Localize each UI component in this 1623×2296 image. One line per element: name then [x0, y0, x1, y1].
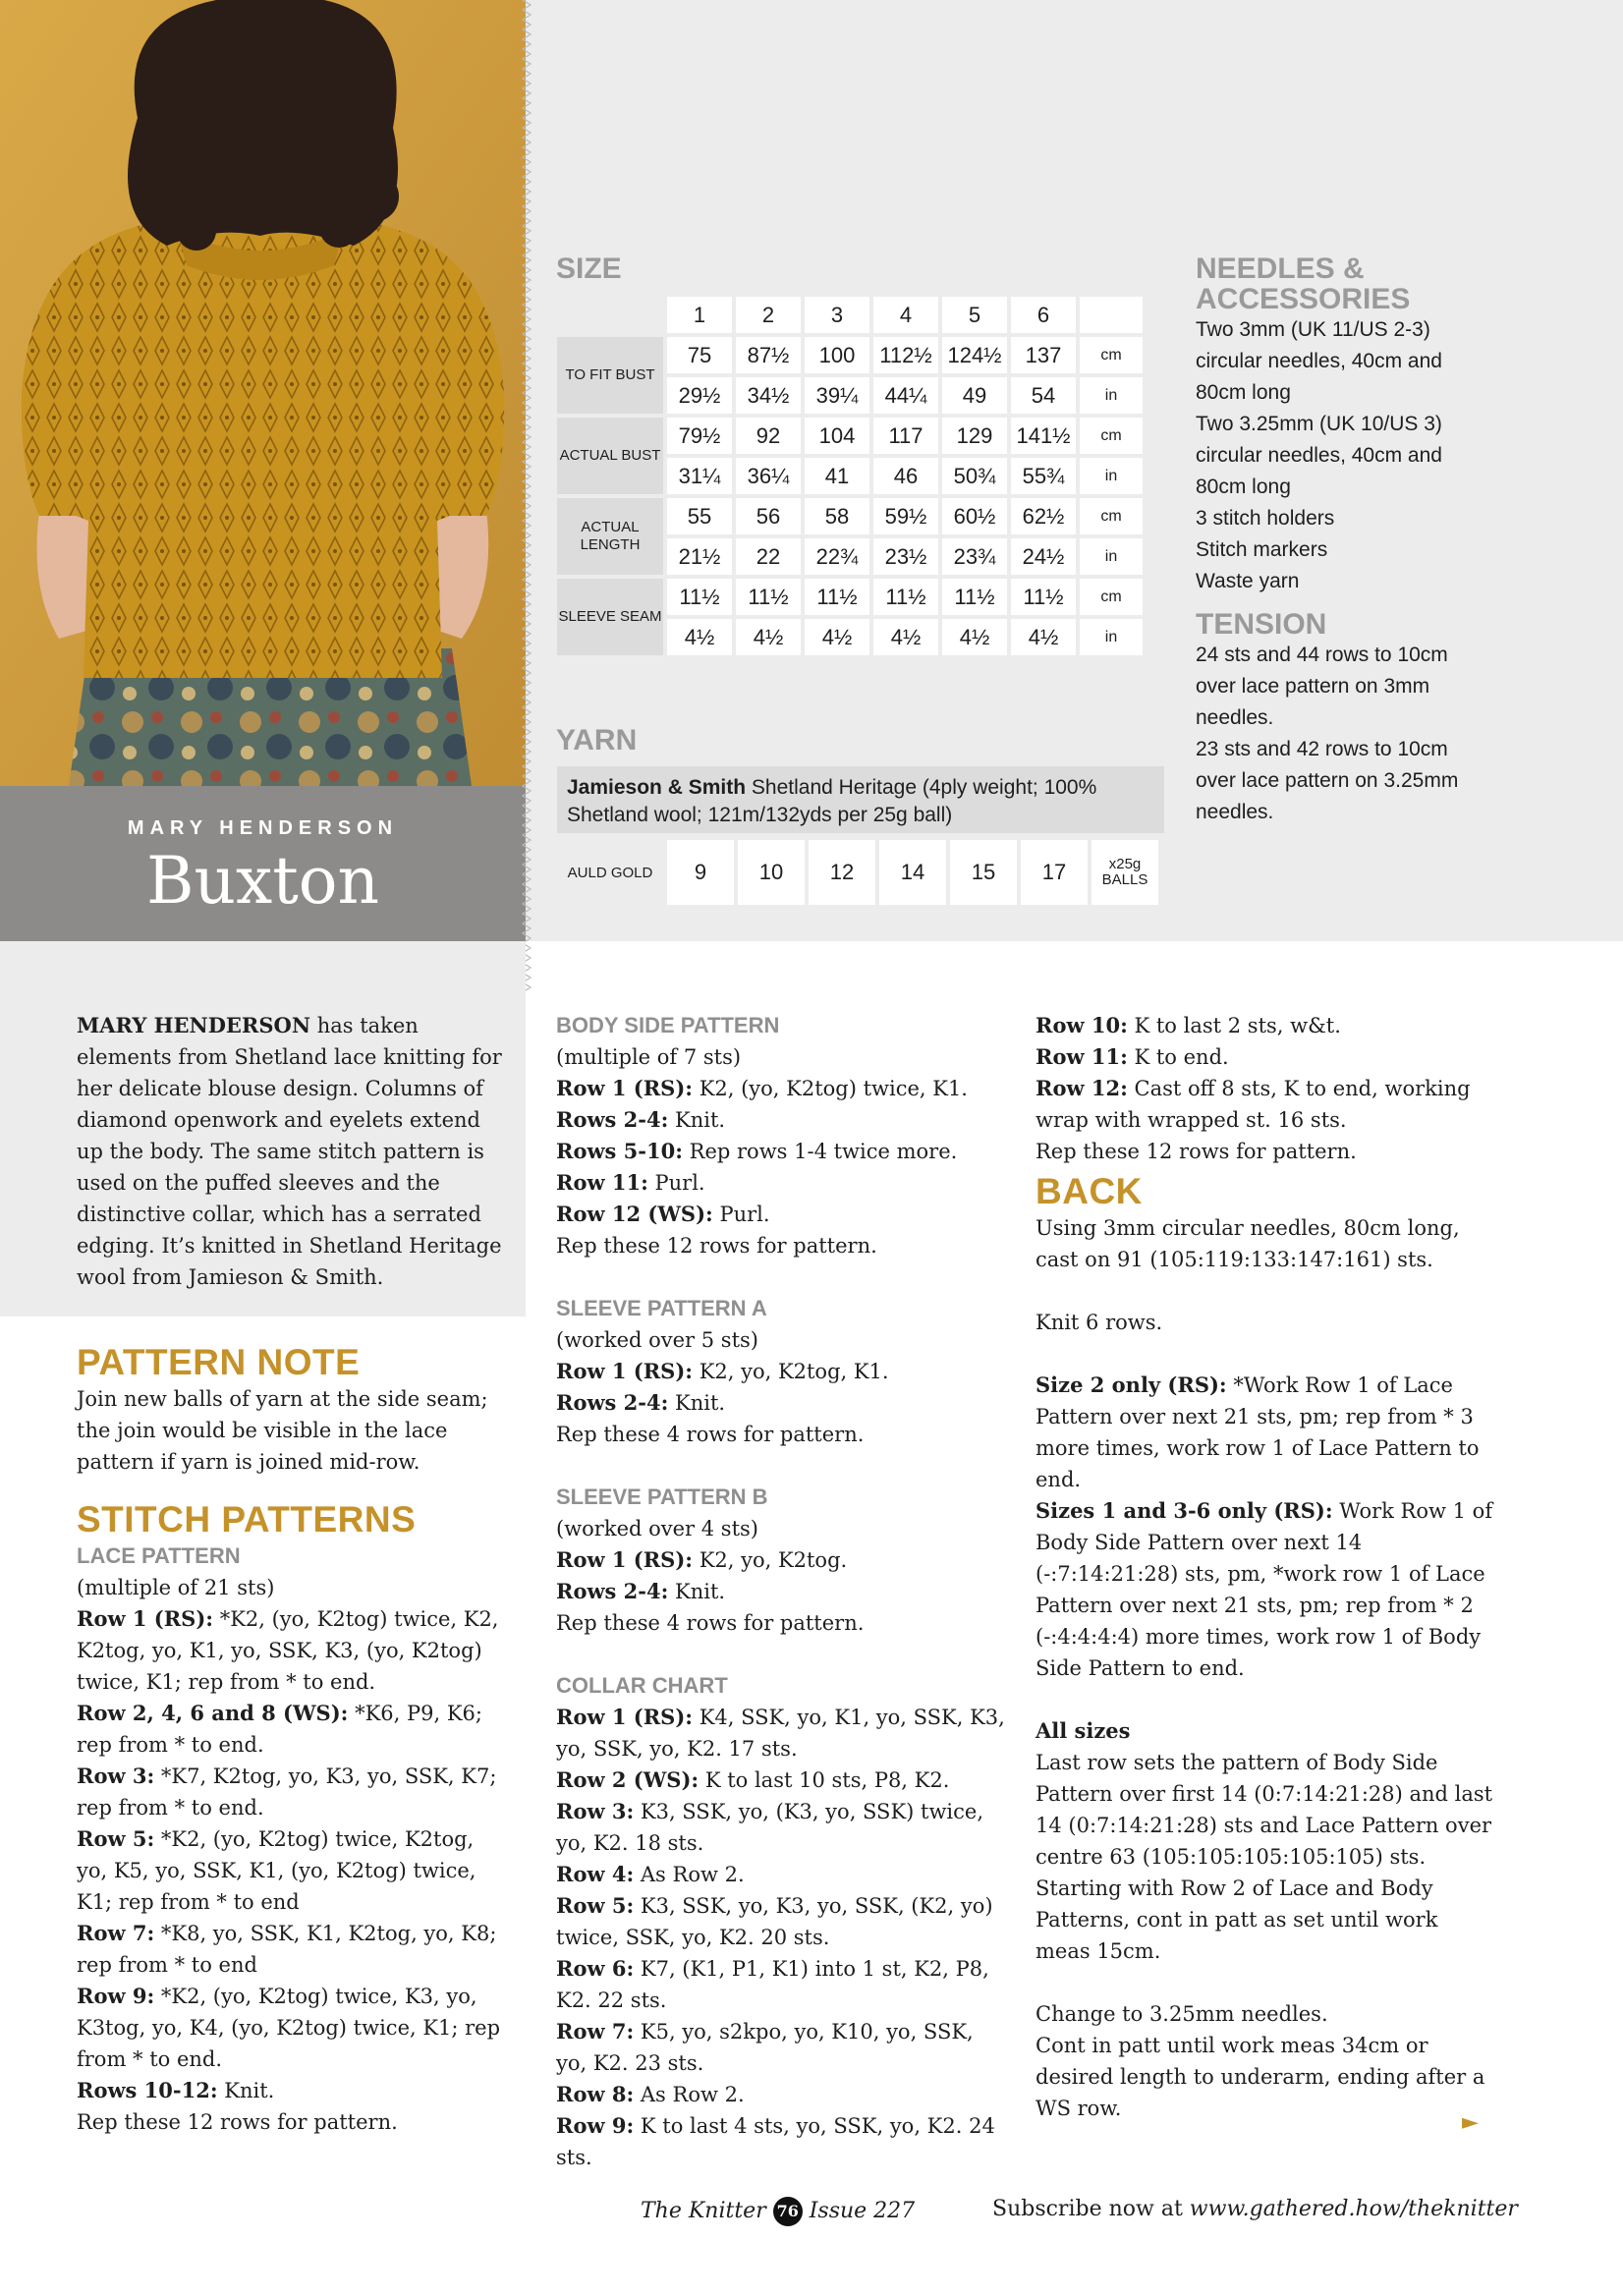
yarn-colour: AULD GOLD — [557, 840, 663, 905]
page-number: 76 — [773, 2197, 803, 2226]
cell: 59½ — [873, 498, 938, 534]
cell: 15 — [950, 840, 1017, 905]
cell: 4½ — [736, 619, 801, 655]
footer-magazine: The Knitter 76 Issue 227 — [641, 2197, 915, 2226]
cell: 17 — [1021, 840, 1088, 905]
table-row — [557, 418, 1143, 454]
stitch-patterns-heading: STITCH PATTERNS — [77, 1499, 417, 1540]
list-item: Row 3: K3, SSK, yo, (K3, yo, SSK) twice, yo, K2. 18 sts. — [556, 1799, 983, 1855]
stitched-edge-decoration — [521, 0, 532, 992]
body-side-heading: BODY SIDE PATTERN — [556, 1013, 780, 1037]
size-col: 3 — [805, 297, 869, 333]
list-item: Row 11: Purl. — [556, 1170, 705, 1195]
list-item: Row 2 (WS): K to last 10 sts, P8, K2. — [556, 1767, 950, 1792]
size-col: 5 — [942, 297, 1007, 333]
list-item: Rows 10-12: Knit. — [77, 2078, 275, 2102]
collar-rep: Rep these 12 rows for pattern. — [1035, 1140, 1357, 1163]
yarn-heading: YARN — [556, 724, 638, 756]
cell: 4½ — [667, 619, 732, 655]
cell: 104 — [805, 418, 869, 454]
cell: 137 — [1011, 337, 1076, 373]
unit: in — [1080, 538, 1143, 575]
cell: 34½ — [736, 377, 801, 414]
table-row — [557, 337, 1143, 373]
list-item: Row 7: K5, yo, s2kpo, yo, K10, yo, SSK, yo, K2. 23 sts. — [556, 2019, 974, 2075]
sleeve-b-heading: SLEEVE PATTERN B — [556, 1484, 768, 1509]
back-heading: BACK — [1035, 1171, 1143, 1211]
unit: in — [1080, 458, 1143, 494]
list-item: Rows 2-4: Knit. — [556, 1107, 726, 1132]
size-col: 4 — [873, 297, 938, 333]
size-table — [553, 293, 1147, 659]
sleeve-b-rep: Rep these 4 rows for pattern. — [556, 1611, 865, 1635]
list-item: Row 10: K to last 2 sts, w&t. — [1035, 1013, 1341, 1037]
column-2 — [556, 1010, 1008, 2173]
list-item: Row 1 (RS): *K2, (yo, K2tog) twice, K2, K2tog, yo, K1, yo, SSK, K3, (yo, K2tog) twice, K1; rep from * to end. — [77, 1606, 499, 1694]
list-item: Row 7: *K8, yo, SSK, K1, K2tog, yo, K8; rep from * to end — [77, 1921, 497, 1977]
cell: 11½ — [667, 579, 732, 615]
lace-pattern-heading: LACE PATTERN — [77, 1543, 241, 1568]
back-all-sizes-text: Last row sets the pattern of Body Side Pattern over first 14 (0:7:14:21:28) and last 14 (0:7:14:21:28) sts and Lace Pattern over centre 63 (105:105:105:105:105) sts. Starting with Row 2 of Lace and Body Patterns, cont in patt as set until work meas 15cm. — [1035, 1751, 1493, 1963]
lace-rep: Rep these 12 rows for pattern. — [77, 2110, 398, 2134]
list-item: Row 3: *K7, K2tog, yo, K3, yo, SSK, K7; rep from * to end. — [77, 1764, 497, 1820]
pattern-note-heading: PATTERN NOTE — [77, 1342, 361, 1382]
unit: cm — [1080, 579, 1143, 615]
table-row — [557, 840, 1158, 905]
yarn-description — [557, 766, 1164, 833]
cell: 22 — [736, 538, 801, 575]
list-item: Row 1 (RS): K2, yo, K2tog. — [556, 1547, 848, 1572]
cell: 58 — [805, 498, 869, 534]
cell: 4½ — [942, 619, 1007, 655]
back-all-sizes-heading: All sizes — [1035, 1718, 1131, 1743]
size-col: 2 — [736, 297, 801, 333]
pattern-note-text: Join new balls of yarn at the side seam; the join would be visible in the lace pattern if yarn is joined mid-row. — [77, 1387, 488, 1474]
cell: 14 — [879, 840, 946, 905]
cell: 54 — [1011, 377, 1076, 414]
continue-arrow-icon: ► — [1462, 2110, 1479, 2135]
list-item: Row 1 (RS): K4, SSK, yo, K1, yo, SSK, K3, yo, SSK, yo, K2. 17 sts. — [556, 1705, 1005, 1761]
cell: 117 — [873, 418, 938, 454]
back-size2: Size 2 only (RS): *Work Row 1 of Lace Pattern over next 21 sts, pm; rep from * 3 more times, work row 1 of Lace Pattern to end. — [1035, 1372, 1480, 1491]
column-3 — [1035, 1010, 1497, 2124]
list-item: Rows 5-10: Rep rows 1-4 twice more. — [556, 1139, 958, 1163]
sleeve-b-multiple: (worked over 4 sts) — [556, 1517, 758, 1540]
back-sizes: Sizes 1 and 3-6 only (RS): Work Row 1 of Body Side Pattern over next 14 (-:7:14:21:28) sts, pm, *work row 1 of Lace Pattern over next 21 sts, pm; rep from * 2 (-:4:4:4:4) more times, work row 1 of Body Side Pattern to end. — [1035, 1498, 1493, 1680]
list-item: Row 12 (WS): Purl. — [556, 1202, 770, 1226]
cell: 46 — [873, 458, 938, 494]
row-label: SLEEVE SEAM — [557, 579, 663, 655]
list-item: Row 1 (RS): K2, yo, K2tog, K1. — [556, 1359, 889, 1383]
unit: in — [1080, 377, 1143, 414]
sleeve-a-heading: SLEEVE PATTERN A — [556, 1296, 767, 1320]
cell: 24½ — [1011, 538, 1076, 575]
body-side-rep: Rep these 12 rows for pattern. — [556, 1234, 877, 1258]
unit: cm — [1080, 418, 1143, 454]
cell: 87½ — [736, 337, 801, 373]
yarn-brand: Jamieson & Smith — [567, 776, 747, 799]
cell: 4½ — [1011, 619, 1076, 655]
list-item: Row 9: *K2, (yo, K2tog) twice, K3, yo, K3tog, yo, K4, (yo, K2tog) twice, K1; rep from * to end. — [77, 1984, 501, 2071]
subscribe-link[interactable]: www.gathered.how/theknitter — [1189, 2197, 1518, 2221]
cell: 75 — [667, 337, 732, 373]
tension-text: 24 sts and 44 rows to 10cm over lace pattern on 3mm needles. 23 sts and 42 rows to 10cm over lace pattern on 3.25mm needles. — [1196, 644, 1459, 823]
cell: 55 — [667, 498, 732, 534]
sleeve-a-rep: Rep these 4 rows for pattern. — [556, 1423, 865, 1446]
size-col: 1 — [667, 297, 732, 333]
cell: 92 — [736, 418, 801, 454]
cell: 55¾ — [1011, 458, 1076, 494]
list-item: Row 5: *K2, (yo, K2tog) twice, K2tog, yo, K5, yo, SSK, K1, (yo, K2tog) twice, K1; rep from * to end — [77, 1826, 476, 1914]
sleeve-a-multiple: (worked over 5 sts) — [556, 1328, 758, 1352]
cell: 4½ — [873, 619, 938, 655]
back-change-needles: Change to 3.25mm needles. — [1035, 2002, 1328, 2026]
cell: 141½ — [1011, 418, 1076, 454]
cell: 62½ — [1011, 498, 1076, 534]
cell: 129 — [942, 418, 1007, 454]
needles-list: Two 3mm (UK 11/US 2-3) circular needles, 40cm and 80cm long Two 3.25mm (UK 10/US 3) circular needles, 40cm and 80cm long 3 stitch holders Stitch markers Waste yarn — [1196, 318, 1442, 592]
row-label: ACTUAL BUST — [557, 418, 663, 494]
cell: 36¼ — [736, 458, 801, 494]
back-knit: Knit 6 rows. — [1035, 1311, 1163, 1334]
size-heading: SIZE — [556, 252, 622, 285]
table-row — [557, 579, 1143, 615]
cell: 60½ — [942, 498, 1007, 534]
cell: 49 — [942, 377, 1007, 414]
cell: 31¼ — [667, 458, 732, 494]
cell: 50¾ — [942, 458, 1007, 494]
row-label: ACTUAL LENGTH — [557, 498, 663, 575]
cell: 4½ — [805, 619, 869, 655]
cell: 56 — [736, 498, 801, 534]
cell: 21½ — [667, 538, 732, 575]
cell: 11½ — [1011, 579, 1076, 615]
back-cast-on: Using 3mm circular needles, 80cm long, cast on 91 (105:119:133:147:161) sts. — [1035, 1216, 1460, 1271]
list-item: Rows 2-4: Knit. — [556, 1579, 726, 1603]
cell: 12 — [809, 840, 875, 905]
cell: 23¾ — [942, 538, 1007, 575]
collar-heading: COLLAR CHART — [556, 1673, 728, 1698]
unit: cm — [1080, 337, 1143, 373]
yarn-table — [553, 836, 1162, 909]
cell: 112½ — [873, 337, 938, 373]
list-item: Row 6: K7, (K1, P1, K1) into 1 st, K2, P8, K2. 22 sts. — [556, 1956, 989, 2012]
lace-multiple: (multiple of 21 sts) — [77, 1576, 275, 1599]
cell: 11½ — [805, 579, 869, 615]
size-col: 6 — [1011, 297, 1076, 333]
cell: 22¾ — [805, 538, 869, 575]
yarn-details: Shetland Heritage (4ply weight; 100% Shetland wool; 121m/132yds per 25g ball) — [567, 776, 1097, 826]
designer-name: MARY HENDERSON — [127, 817, 399, 839]
intro-text: MARY HENDERSON has taken elements from Shetland lace knitting for her delicate blouse design. Columns of diamond openwork and eyelets extend up the body. The same stitch pattern is used on the puffed sleeves and the distinctive collar, which has a serrated edging. It’s knitted in Shetland Heritage wool from Jamieson & Smith. — [77, 1013, 502, 1289]
needles-heading: NEEDLES & ACCESSORIES — [1196, 252, 1411, 315]
table-row — [557, 498, 1143, 534]
cell: 41 — [805, 458, 869, 494]
cell: 39¼ — [805, 377, 869, 414]
row-label: TO FIT BUST — [557, 337, 663, 414]
list-item: Row 8: As Row 2. — [556, 2082, 745, 2106]
unit: in — [1080, 619, 1143, 655]
back-continue: Cont in patt until work meas 34cm or desired length to underarm, ending after a WS row. — [1035, 2034, 1485, 2120]
list-item: Row 9: K to last 4 sts, yo, SSK, yo, K2. 24 sts. — [556, 2113, 995, 2169]
unit: cm — [1080, 498, 1143, 534]
cell: 11½ — [942, 579, 1007, 615]
body-side-multiple: (multiple of 7 sts) — [556, 1045, 742, 1069]
cell: 29½ — [667, 377, 732, 414]
cell: 9 — [667, 840, 734, 905]
list-item: Row 2, 4, 6 and 8 (WS): *K6, P9, K6; rep from * to end. — [77, 1701, 482, 1757]
model-photo — [0, 0, 526, 786]
list-item: Row 11: K to end. — [1035, 1044, 1229, 1069]
list-item: Rows 2-4: Knit. — [556, 1390, 726, 1415]
list-item: Row 5: K3, SSK, yo, K3, yo, SSK, (K2, yo) twice, SSK, yo, K2. 20 sts. — [556, 1893, 993, 1949]
cell: 23½ — [873, 538, 938, 575]
cell: 11½ — [873, 579, 938, 615]
footer-subscribe: Subscribe now at www.gathered.how/theknitter — [992, 2197, 1518, 2221]
cell: 79½ — [667, 418, 732, 454]
pattern-title: Buxton — [146, 843, 379, 919]
list-item: Row 4: As Row 2. — [556, 1862, 745, 1886]
cell: 10 — [738, 840, 805, 905]
column-1 — [77, 1010, 509, 2138]
needles-section — [1196, 253, 1608, 828]
list-item: Row 1 (RS): K2, (yo, K2tog) twice, K1. — [556, 1076, 968, 1100]
cell: 44¼ — [873, 377, 938, 414]
cell: 11½ — [736, 579, 801, 615]
cell: 124½ — [942, 337, 1007, 373]
unit: x25g BALLS — [1091, 840, 1158, 905]
list-item: Row 12: Cast off 8 sts, K to end, working wrap with wrapped st. 16 sts. — [1035, 1076, 1471, 1132]
cell: 100 — [805, 337, 869, 373]
size-header-row — [557, 297, 1143, 333]
tension-heading: TENSION — [1196, 608, 1327, 641]
